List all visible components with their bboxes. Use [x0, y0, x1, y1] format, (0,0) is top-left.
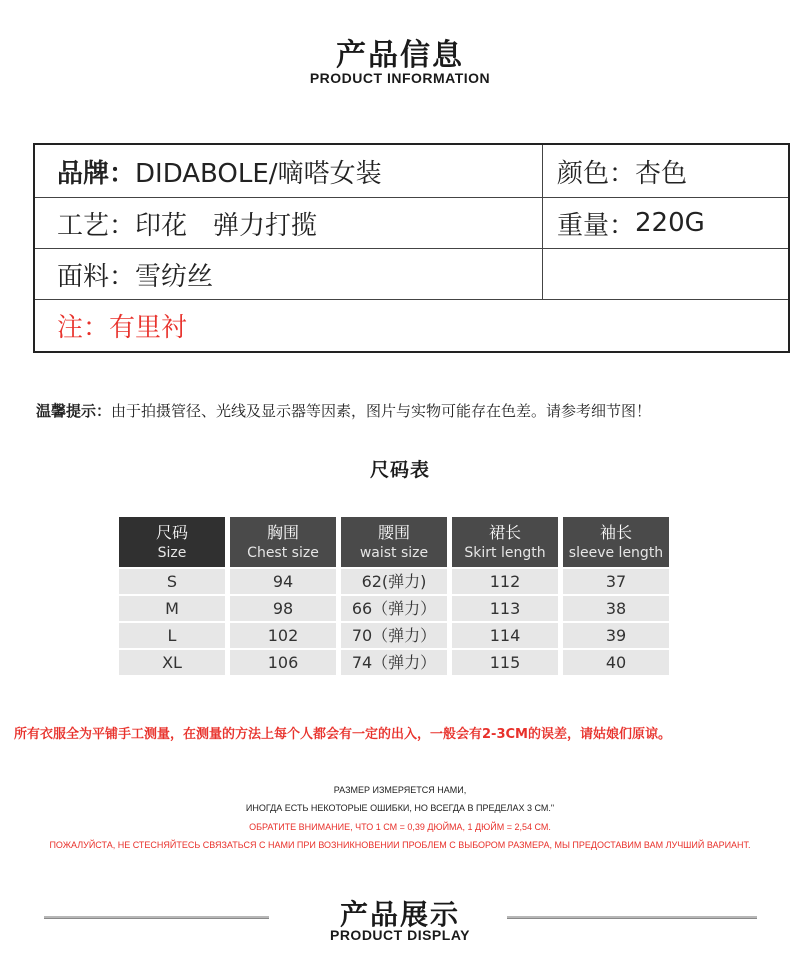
russian-note-line: ПОЖАЛУЙСТА, НЕ СТЕСНЯЙТЕСЬ СВЯЗАТЬСЯ С НАМИ ПРИ ВОЗНИКНОВЕНИИ ПРОБЛЕМ С ВЫБОРОМ РАЗМЕРА, МЫ ПРЕДОСТАВИМ ВАМ ЛУЧШИЙ ВАРИАНТ.: [49, 840, 751, 850]
info-color: [543, 145, 788, 197]
info-brand: [35, 145, 542, 197]
size-chart-title: 尺码表: [369, 459, 430, 481]
table-cell: 102: [230, 623, 336, 648]
table-cell: XL: [119, 650, 225, 675]
brand-value: DIDABOLE/嘀嗒女装: [135, 158, 382, 189]
info-weight: [543, 198, 788, 248]
table-cell: 113: [452, 596, 558, 621]
sleeve-length-column-header: [563, 517, 669, 567]
color-difference-tip: [36, 400, 651, 421]
table-cell: 66（弹力）: [341, 596, 447, 621]
table-cell: L: [119, 623, 225, 648]
fabric-value: 雪纺丝: [135, 261, 214, 292]
header-en: waist size: [359, 545, 429, 561]
craft-value: 印花 弹力打揽: [135, 210, 318, 241]
color-value: 杏色: [635, 158, 688, 189]
section-subtitle-product-display: PRODUCT DISPLAY: [329, 927, 470, 943]
note-label: 注：: [57, 313, 110, 343]
table-cell: 74（弹力）: [341, 650, 447, 675]
table-cell: 70（弹力）: [341, 623, 447, 648]
table-cell: 106: [230, 650, 336, 675]
info-note: [35, 300, 788, 351]
section-title-product-info: 产品信息: [336, 38, 464, 73]
header-cn: 腰围: [377, 523, 410, 542]
header-en: sleeve length: [568, 545, 664, 561]
product-info-table: [33, 143, 790, 353]
table-cell: S: [119, 569, 225, 594]
info-fabric: [35, 249, 542, 299]
header-cn: 胸围: [266, 523, 299, 542]
header-cn: 袖长: [599, 523, 632, 542]
russian-note-line: ОБРАТИТЕ ВНИМАНИЕ, ЧТО 1 СМ = 0,39 ДЮЙМА, 1 ДЮЙМ = 2,54 СМ.: [249, 822, 551, 832]
table-cell: 112: [452, 569, 558, 594]
skirt-length-column-header: [452, 517, 558, 567]
info-craft: [35, 198, 542, 248]
table-cell: 94: [230, 569, 336, 594]
header-cn: 裙长: [488, 523, 521, 542]
chest-column-header: [230, 517, 336, 567]
section-subtitle-product-info: PRODUCT INFORMATION: [309, 70, 491, 86]
measurement-note: 所有衣服全为平铺手工测量，在测量的方法上每个人都会有一定的出入，一般会有2-3CM的误差，请姑娘们原谅。: [14, 727, 671, 742]
table-cell: 114: [452, 623, 558, 648]
waist-column-header: [341, 517, 447, 567]
table-cell: 62(弹力): [341, 569, 447, 594]
table-cell: 38: [563, 596, 669, 621]
fabric-label: 面料：: [57, 261, 136, 292]
russian-note-line: ИНОГДА ЕСТЬ НЕКОТОРЫЕ ОШИБКИ, НО ВСЕГДА В ПРЕДЕЛАХ 3 СМ.": [245, 803, 555, 813]
tip-label: 温馨提示：: [36, 402, 112, 420]
table-cell: 37: [563, 569, 669, 594]
russian-note-line: РАЗМЕР ИЗМЕРЯЕТСЯ НАМИ,: [333, 785, 467, 795]
table-cell: 98: [230, 596, 336, 621]
table-cell: 40: [563, 650, 669, 675]
size-column-header: [119, 517, 225, 567]
table-cell: M: [119, 596, 225, 621]
header-en: Chest size: [247, 545, 319, 561]
table-cell: 115: [452, 650, 558, 675]
brand-label: 品牌：: [57, 158, 136, 189]
tip-text: 由于拍摄管径、光线及显示器等因素，图片与实物可能存在色差。请参考细节图！: [111, 402, 652, 420]
section-title-product-display: 产品展示: [339, 898, 460, 931]
header-cn: 尺码: [155, 523, 188, 542]
header-en: Size: [157, 545, 187, 561]
table-cell: 39: [563, 623, 669, 648]
craft-label: 工艺：: [57, 210, 136, 241]
weight-value: 220G: [635, 208, 705, 238]
weight-label: 重量：: [557, 210, 636, 241]
header-en: Skirt length: [464, 545, 546, 561]
color-label: 颜色：: [557, 158, 636, 189]
note-value: 有里衬: [109, 313, 188, 343]
